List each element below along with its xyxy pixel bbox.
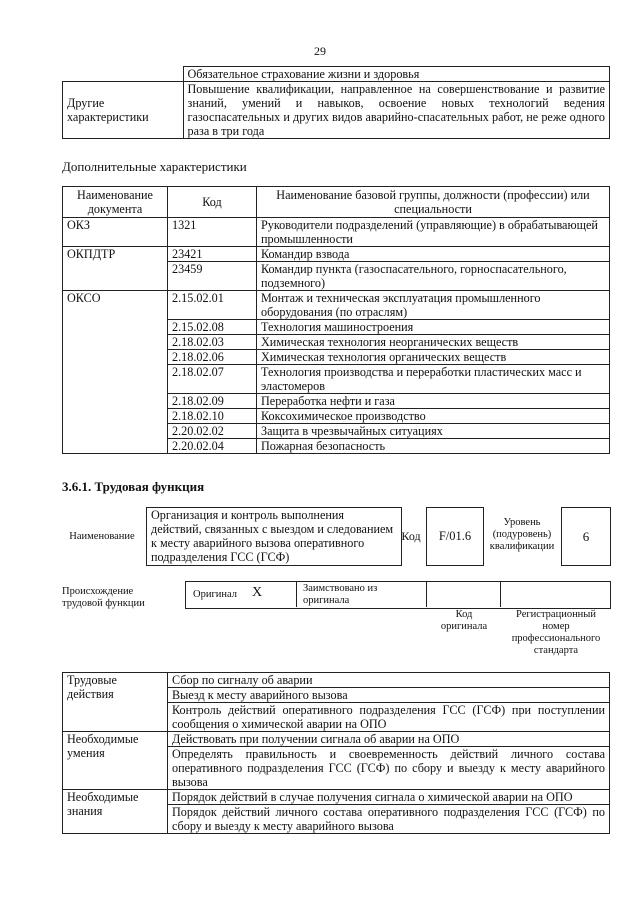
original-code-label: Код оригинала <box>440 609 488 632</box>
code-cell: 2.18.02.06 <box>168 350 257 365</box>
occupation-name-cell: Переработка нефти и газа <box>257 394 610 409</box>
header-code: Код <box>168 187 257 218</box>
code-cell: 2.20.02.02 <box>168 424 257 439</box>
qualification-level-label: Уровень (подуровень) квалификации <box>489 517 555 552</box>
code-cell: 2.18.02.07 <box>168 365 257 394</box>
code-cell: 23459 <box>168 262 257 291</box>
classification-row <box>63 218 610 247</box>
code-cell: 2.18.02.03 <box>168 335 257 350</box>
labor-function-title: 3.6.1. Трудовая функция <box>62 479 205 494</box>
code-cell: 2.15.02.08 <box>168 320 257 335</box>
occupation-name-cell: Коксохимическое производство <box>257 409 610 424</box>
detail-row <box>63 790 610 805</box>
detail-category-label: Трудовые действия <box>63 673 168 732</box>
origin-label: Происхождение трудовой функции <box>62 586 145 609</box>
original-mark: X <box>252 585 263 600</box>
detail-row <box>63 732 610 747</box>
occupation-name-cell: Пожарная безопасность <box>257 439 610 454</box>
code-label: Код <box>401 529 421 543</box>
borrowed-label: Заимствовано из оригинала <box>303 583 378 606</box>
other-characteristics-text: Повышение квалификации, направленное на совершенствование и развитие знаний, умений и навыков, освоение новых технологий ведения газоспасательных и других видов аварийно-спасательных работ, не реже одного раза в три года <box>183 82 610 139</box>
detail-item: Порядок действий личного состава оперативного подразделения ГСС (ГСФ) по сбору и выезду к месту аварийного вызова <box>168 805 610 834</box>
labor-details-table <box>62 672 610 834</box>
detail-item: Определять правильность и своевременность действий личного состава оперативного подразделения ГСС (ГСФ) по сбору и выезду к месту аварийного вызова <box>168 747 610 790</box>
code-cell: 2.20.02.04 <box>168 439 257 454</box>
origin-divider-1 <box>296 581 297 607</box>
registration-number-label: Регистрационный номер профессионального стандарта <box>511 609 601 656</box>
detail-item: Выезд к месту аварийного вызова <box>168 688 610 703</box>
detail-item: Контроль действий оперативного подразделения ГСС (ГСФ) при поступлении сообщения о химической аварии на ОПО <box>168 703 610 732</box>
occupation-name-cell: Технология производства и переработки пластических масс и эластомеров <box>257 365 610 394</box>
occupation-name-cell: Технология машиностроения <box>257 320 610 335</box>
classification-row <box>63 291 610 320</box>
document-name-cell: ОКПДТР <box>63 247 168 291</box>
code-cell: 1321 <box>168 218 257 247</box>
detail-item: Действовать при получении сигнала об аварии на ОПО <box>168 732 610 747</box>
insurance-cell: Обязательное страхование жизни и здоровья <box>183 67 610 82</box>
code-cell: 2.18.02.10 <box>168 409 257 424</box>
top-table <box>62 66 610 139</box>
occupation-name-cell: Командир пункта (газоспасательного, горноспасательного, подземного) <box>257 262 610 291</box>
code-cell: 23421 <box>168 247 257 262</box>
top-table-empty-cell <box>63 67 184 82</box>
additional-characteristics-table <box>62 186 610 454</box>
qualification-level-box: 6 <box>561 507 611 566</box>
classification-row <box>63 247 610 262</box>
header-name: Наименование базовой группы, должности (профессии) или специальности <box>257 187 610 218</box>
function-code-box: F/01.6 <box>426 507 484 566</box>
document-name-cell: ОКЗ <box>63 218 168 247</box>
name-label: Наименование <box>69 531 135 542</box>
detail-category-label: Необходимые умения <box>63 732 168 790</box>
occupation-name-cell: Химическая технология органических веществ <box>257 350 610 365</box>
document-name-cell: ОКСО <box>63 291 168 454</box>
header-document: Наименование документа <box>63 187 168 218</box>
occupation-name-cell: Химическая технология неорганических веществ <box>257 335 610 350</box>
detail-category-label: Необходимые знания <box>63 790 168 834</box>
occupation-name-cell: Защита в чрезвычайных ситуациях <box>257 424 610 439</box>
occupation-name-cell: Руководители подразделений (управляющие) в обрабатывающей промышленности <box>257 218 610 247</box>
detail-row <box>63 673 610 688</box>
origin-divider-2 <box>426 581 427 607</box>
additional-characteristics-title: Дополнительные характеристики <box>62 159 247 174</box>
detail-item: Сбор по сигналу об аварии <box>168 673 610 688</box>
detail-item: Порядок действий в случае получения сигнала о химической аварии на ОПО <box>168 790 610 805</box>
code-cell: 2.18.02.09 <box>168 394 257 409</box>
function-name-box: Организация и контроль выполнения действий, связанных с выездом и следованием к месту аварийного вызова оперативного подразделения ГСС (ГСФ) <box>146 507 402 566</box>
occupation-name-cell: Командир взвода <box>257 247 610 262</box>
page-number: 29 <box>314 44 326 58</box>
original-label: Оригинал <box>193 589 237 600</box>
origin-divider-3 <box>500 581 501 607</box>
occupation-name-cell: Монтаж и техническая эксплуатация промышленного оборудования (по отраслям) <box>257 291 610 320</box>
other-characteristics-label: Другие характеристики <box>63 82 184 139</box>
code-cell: 2.15.02.01 <box>168 291 257 320</box>
